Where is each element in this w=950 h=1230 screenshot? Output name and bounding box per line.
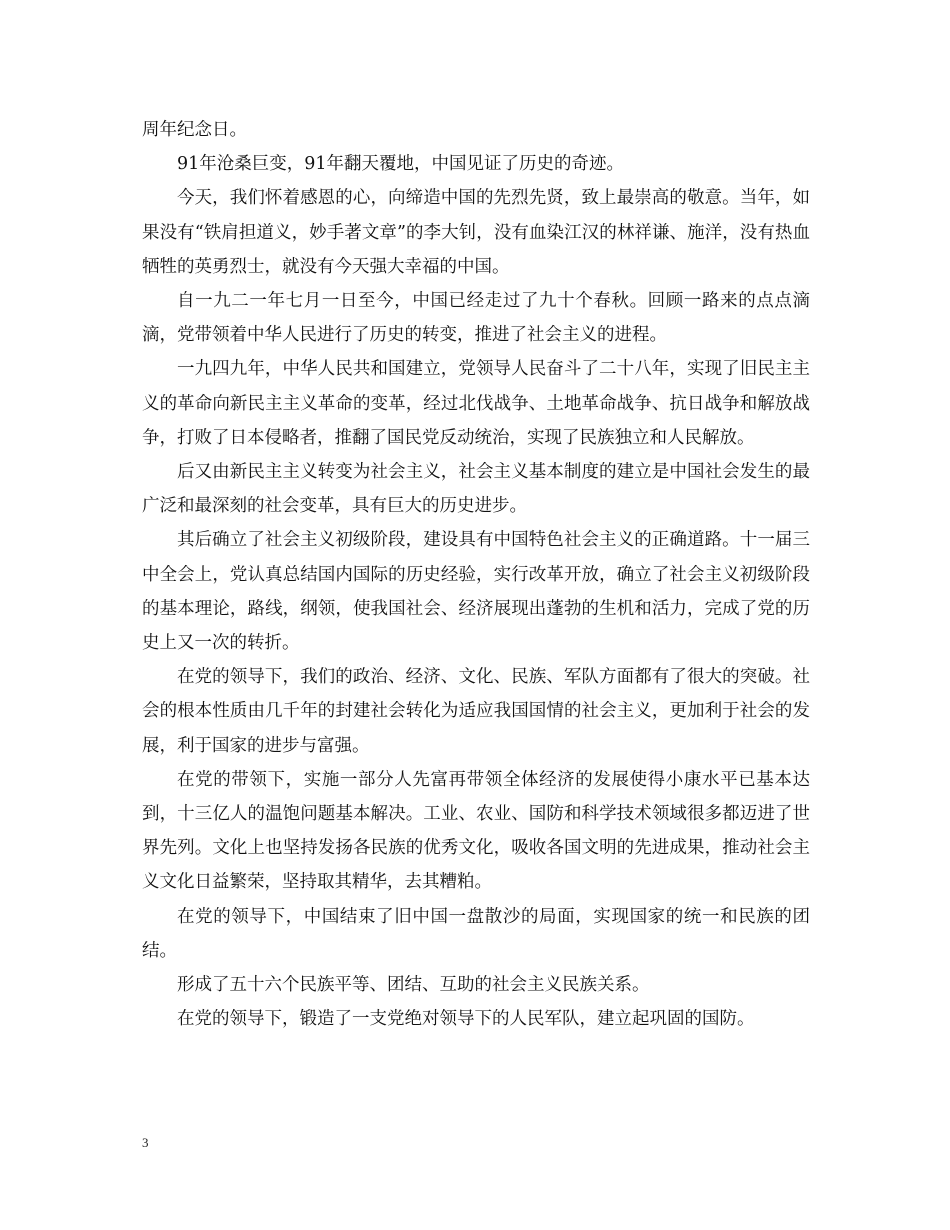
paragraph-9: 在党的带领下，实施一部分人先富再带领全体经济的发展使得小康水平已基本达到，十三亿人的温饱问题基本解决。工业、农业、国防和科学技术领域很多都迈进了世界先列。文化上也坚持发扬各民族的优秀文化，吸收各国文明的先进成果，推动社会主义文化日益繁荣，坚持取其精华，去其糟粕。 [142,769,810,893]
paragraph-11: 形成了五十六个民族平等、团结、互助的社会主义民族关系。 [177,975,650,996]
paragraph-12: 在党的领导下，锻造了一支党绝对领导下的人民军队，建立起巩固的国防。 [177,1009,755,1030]
paragraph-10: 在党的领导下，中国结束了旧中国一盘散沙的局面，实现国家的统一和民族的团结。 [142,906,810,961]
paragraph-8: 在党的领导下，我们的政治、经济、文化、民族、军队方面都有了很大的突破。社会的根本性质由几千年的封建社会转化为适应我国国情的社会主义，更加利于社会的发展，利于国家的进步与富强。 [142,667,810,756]
body-text [142,113,810,1036]
paragraph-2: 91年沧桑巨变，91年翻天覆地，中国见证了历史的奇迹。 [177,154,625,175]
paragraph-4: 自一九二一年七月一日至今，中国已经走过了九十个春秋。回顾一路来的点点滴滴，党带领着中华人民进行了历史的转变，推进了社会主义的进程。 [142,291,810,346]
paragraph-7: 其后确立了社会主义初级阶段，建设具有中国特色社会主义的正确道路。十一届三中全会上，党认真总结国内国际的历史经验，实行改革开放，确立了社会主义初级阶段的基本理论，路线，纲领，使我国社会、经济展现出蓬勃的生机和活力，完成了党的历史上又一次的转折。 [142,530,810,654]
paragraph-6: 后又由新民主主义转变为社会主义，社会主义基本制度的建立是中国社会发生的最广泛和最深刻的社会变革，具有巨大的历史进步。 [142,462,810,517]
page-number: 3 [142,1135,149,1150]
paragraph-5: 一九四九年，中华人民共和国建立，党领导人民奋斗了二十八年，实现了旧民主主义的革命向新民主主义革命的变革，经过北伐战争、土地革命战争、抗日战争和解放战争，打败了日本侵略者，推翻了国民党反动统治，实现了民族独立和人民解放。 [142,359,810,448]
paragraph-1: 周年纪念日。 [142,120,247,140]
paragraph-3: 今天，我们怀着感恩的心，向缔造中国的先烈先贤，致上最崇高的敬意。当年，如果没有“铁肩担道义，妙手著文章”的李大钊，没有血染江汉的林祥谦、施洋，没有热血牺牲的英勇烈士，就没有今天强大幸福的中国。 [142,188,810,277]
